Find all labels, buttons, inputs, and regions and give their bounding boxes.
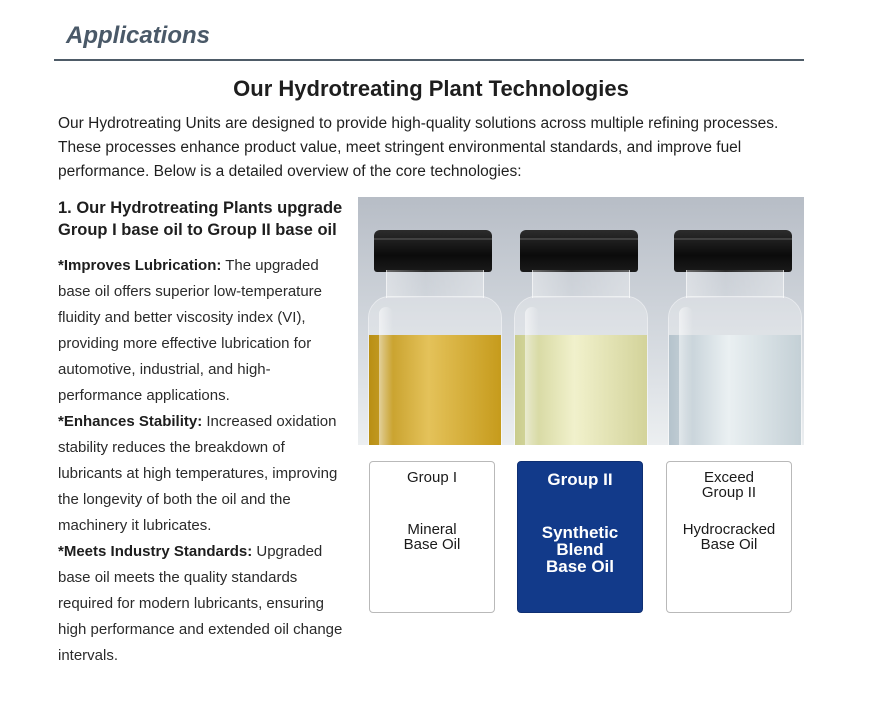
base-oil-photo	[358, 197, 804, 445]
section-heading: Applications	[66, 22, 211, 49]
page-title: Our Hydrotreating Plant Technologies	[233, 76, 629, 101]
heading-divider	[54, 59, 804, 61]
group-label: Group II	[547, 470, 613, 489]
feature-text: Increased oxidation stability reduces the breakdown of lubricants at high temperatures, improving the longevity of both the oil and the machinery it lubricates.	[58, 413, 338, 534]
jar-group-i	[364, 230, 504, 445]
oil-description: Mineral Base Oil	[403, 521, 461, 553]
label-card-group-i	[369, 461, 495, 613]
feature-label: *Enhances Stability:	[58, 413, 203, 430]
technology-description	[58, 197, 348, 669]
feature-text: Upgraded base oil meets the quality standards required for modern lubricants, ensuring high performance and extended oil change intervals.	[58, 543, 343, 664]
label-card-exceed-group-ii	[666, 461, 792, 613]
feature-item	[58, 253, 348, 409]
group-label: Group I	[406, 469, 458, 486]
subsection-title: 1. Our Hydrotreating Plants upgrade Group I base oil to Group II base oil	[58, 199, 343, 239]
feature-item	[58, 409, 348, 539]
oil-description: Hydrocracked Base Oil	[682, 521, 776, 553]
label-card-group-ii	[517, 461, 643, 613]
jar-exceed-group-ii	[664, 230, 804, 445]
feature-label: *Meets Industry Standards:	[58, 543, 253, 560]
group-label: Exceed Group II	[701, 469, 757, 501]
intro-paragraph: Our Hydrotreating Units are designed to provide high-quality solutions across multiple refining processes. These processes enhance product value, meet stringent environmental standards, and improve fuel performance. Below is a detailed overview of the core technologies:	[58, 115, 779, 180]
feature-label: *Improves Lubrication:	[58, 257, 222, 274]
feature-text: The upgraded base oil offers superior low-temperature fluidity and better viscosity index (VI), providing more effective lubrication for automotive, industrial, and high-performance applications.	[58, 257, 323, 404]
feature-list	[58, 253, 348, 669]
feature-item	[58, 539, 348, 669]
jar-group-ii	[510, 230, 650, 445]
oil-description: Synthetic Blend Base Oil	[541, 523, 619, 576]
